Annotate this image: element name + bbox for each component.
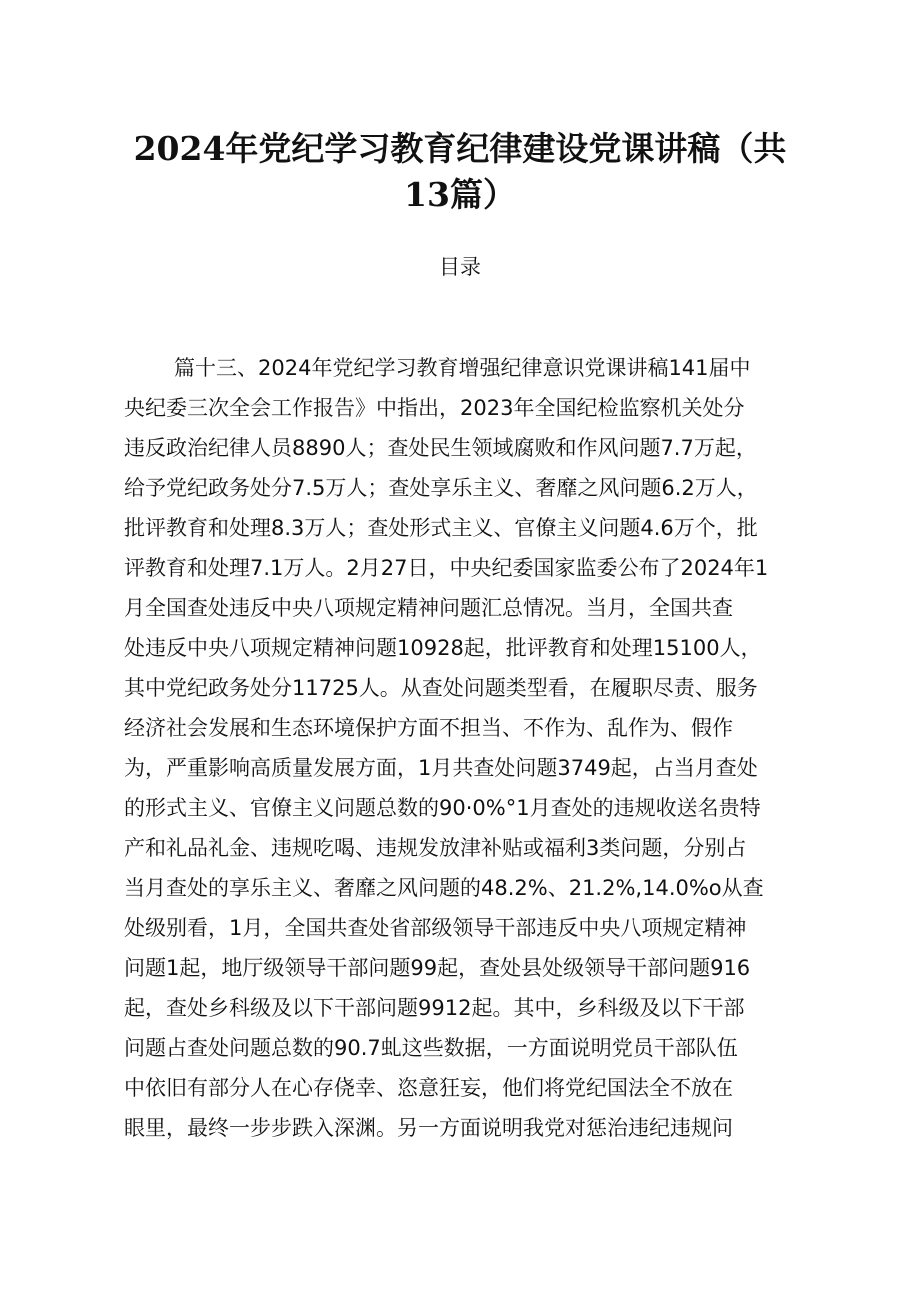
toc-heading: 目录 bbox=[439, 255, 481, 279]
paragraph-line: 的形式主义、官僚主义问题总数的90·0%°1月查处的违规收送名贵特 bbox=[124, 796, 761, 820]
document-title bbox=[120, 126, 800, 218]
paragraph-line: 起，查处乡科级及以下干部问题9912起。其中，乡科级及以下干部 bbox=[124, 996, 745, 1020]
paragraph-line: 经济社会发展和生态环境保护方面不担当、不作为、乱作为、假作 bbox=[124, 716, 733, 740]
paragraph-line: 月全国查处违反中央八项规定精神问题汇总情况。当月，全国共查 bbox=[124, 596, 733, 620]
body-paragraph bbox=[124, 348, 814, 1148]
paragraph-line: 篇十三、2024年党纪学习教育增强纪律意识党课讲稿141届中 bbox=[174, 356, 751, 380]
paragraph-line: 处级别看，1月，全国共查处省部级领导干部违反中央八项规定精神 bbox=[124, 916, 747, 940]
paragraph-line: 其中党纪政务处分11725人。从查处问题类型看，在履职尽责、服务 bbox=[124, 676, 758, 700]
paragraph-line: 处违反中央八项规定精神问题10928起，批评教育和处理15100人， bbox=[124, 636, 762, 660]
paragraph-line: 评教育和处理7.1万人。2月27日，中央纪委国家监委公布了2024年1 bbox=[124, 556, 769, 580]
paragraph-line: 产和礼品礼金、违规吃喝、违规发放津补贴或福利3类问题，分别占 bbox=[124, 836, 747, 860]
paragraph-line: 央纪委三次全会工作报告》中指出，2023年全国纪检监察机关处分 bbox=[124, 396, 745, 420]
paragraph-line: 给予党纪政务处分7.5万人；查处享乐主义、奢靡之风问题6.2万人， bbox=[124, 476, 758, 500]
paragraph-line: 批评教育和处理8.3万人；查处形式主义、官僚主义问题4.6万个，批 bbox=[124, 516, 758, 540]
title-line-2: 13篇） bbox=[404, 175, 516, 214]
paragraph-line: 为，严重影响高质量发展方面，1月共查处问题3749起，占当月查处 bbox=[124, 756, 758, 780]
title-line-1: 2024年党纪学习教育纪律建设党课讲稿（共 bbox=[133, 129, 787, 168]
paragraph-line: 中依旧有部分人在心存侥幸、恣意狂妄，他们将党纪国法全不放在 bbox=[124, 1076, 733, 1100]
paragraph-line: 眼里，最终一步步跌入深渊。另一方面说明我党对惩治违纪违规问 bbox=[124, 1116, 733, 1140]
paragraph-line: 当月查处的享乐主义、奢靡之风问题的48.2%、21.2%,14.0%o从查 bbox=[124, 876, 764, 900]
paragraph-line: 问题占查处问题总数的90.7虬这些数据，一方面说明党员干部队伍 bbox=[124, 1036, 738, 1060]
paragraph-line: 违反政治纪律人员8890人；查处民生领域腐败和作风问题7.7万起， bbox=[124, 436, 757, 460]
paragraph-line: 问题1起，地厅级领导干部问题99起，查处县处级领导干部问题916 bbox=[124, 956, 751, 980]
